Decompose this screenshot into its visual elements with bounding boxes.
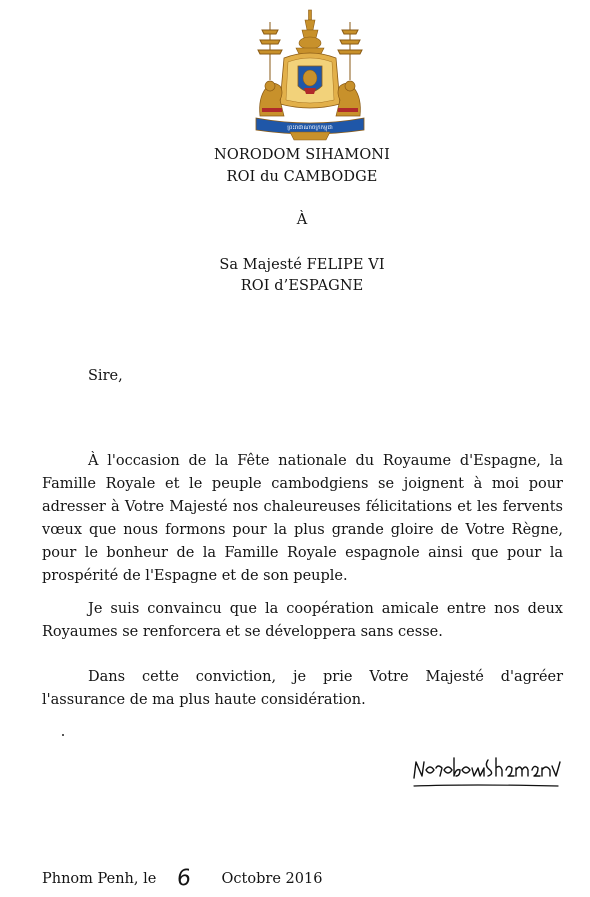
emblem-banner-text: ព្រះរាជាណាចក្រកម្ពុជា [287, 125, 333, 131]
date-place: Phnom Penh, le [42, 871, 157, 887]
sender-title: ROI du CAMBODGE [226, 169, 378, 185]
addressee-marker: À [296, 212, 308, 228]
date-line [42, 864, 323, 892]
royal-coat-of-arms-emblem [250, 8, 370, 143]
body-paragraph-congratulations: À l'occasion de la Fête nationale du Royaume d'Espagne, la Famille Royale et le peuple cambodgiens se joignent à moi pour adresser à Votre Majesté nos chaleureuses félicitations et les fervents vœux que nous formons pour la plus grande gloire de Votre Règne, pour le bonheur de la Famille Royale espagnole ainsi que pour la prospérité de l'Espagne et de son peuple. [42, 453, 563, 584]
recipient-title: ROI d’ESPAGNE [240, 278, 364, 294]
date-day-handwritten: 6 [175, 865, 193, 892]
body-paragraph-closing-formula: Dans cette conviction, je prie Votre Majesté d'agréer l'assurance de ma plus haute considération. [42, 669, 563, 708]
body-paragraph-cooperation: Je suis convaincu que la coopération amicale entre nos deux Royaumes se renforcera et se développera sans cesse. [42, 601, 563, 640]
handwritten-signature [410, 748, 562, 798]
salutation: Sire, [88, 368, 123, 384]
date-month-year: Octobre 2016 [221, 871, 323, 887]
stray-ink-dot [62, 734, 64, 736]
recipient-name: Sa Majesté FELIPE VI [219, 257, 385, 273]
sender-name: NORODOM SIHAMONI [214, 147, 390, 163]
